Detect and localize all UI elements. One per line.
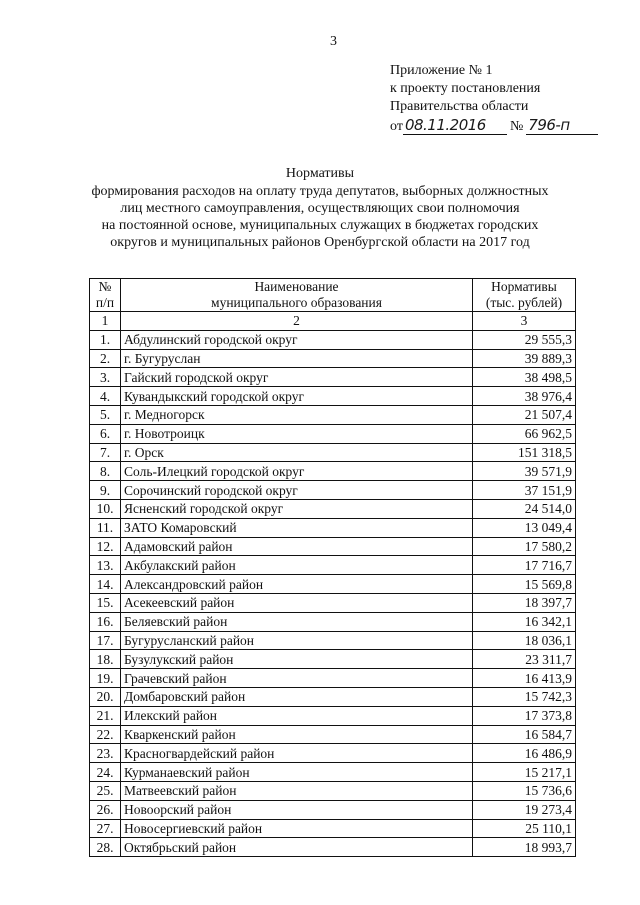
header-name [121,279,473,312]
municipality-name: Соль-Илецкий городской округ [121,462,473,481]
municipality-name: Новосергиевский район [121,819,473,838]
norm-value: 16 413,9 [473,669,576,688]
norm-value: 39 889,3 [473,349,576,368]
header-name-line-2: муниципального образования [211,295,382,310]
header-value-line-2: (тыс. рублей) [485,295,563,310]
norm-value: 24 514,0 [473,499,576,518]
municipality-name: Александровский район [121,575,473,594]
index-cell-1: 1 [90,312,121,331]
norm-value: 16 584,7 [473,725,576,744]
municipality-name: Новоорский район [121,800,473,819]
row-number: 24. [90,763,121,782]
municipality-name: г. Медногорск [121,405,473,424]
municipality-name: Асекеевский район [121,593,473,612]
row-number: 7. [90,443,121,462]
table-row [90,330,576,349]
municipality-name: г. Орск [121,443,473,462]
table-row [90,537,576,556]
table-row [90,405,576,424]
header-num-line-2: п/п [95,295,115,310]
municipality-name: Курманаевский район [121,763,473,782]
table-row [90,781,576,800]
norm-value: 17 716,7 [473,556,576,575]
table-body [90,330,576,856]
norm-value: 19 273,4 [473,800,576,819]
table-row [90,593,576,612]
title-line-1: формирования расходов на оплату труда депутатов, выборных должностных [91,184,549,199]
row-number: 23. [90,744,121,763]
appendix-header [390,62,598,136]
index-cell-2: 2 [121,312,473,331]
number-label: № [509,119,524,134]
norm-value: 39 571,9 [473,462,576,481]
appendix-line-3: Правительства области [390,99,529,114]
table-row [90,462,576,481]
row-number: 5. [90,405,121,424]
row-number: 15. [90,593,121,612]
row-number: 18. [90,650,121,669]
municipality-name: ЗАТО Комаровский [121,518,473,537]
row-number: 4. [90,387,121,406]
norm-value: 38 976,4 [473,387,576,406]
document-title [0,165,640,251]
page-number: 3 [330,34,337,49]
norm-value: 15 217,1 [473,763,576,782]
table-row [90,556,576,575]
row-number: 25. [90,781,121,800]
municipality-name: Ясненский городской округ [121,499,473,518]
header-value-line-1: Нормативы [491,279,557,294]
row-number: 13. [90,556,121,575]
table-row [90,349,576,368]
table-row [90,443,576,462]
norm-value: 15 569,8 [473,575,576,594]
row-number: 16. [90,612,121,631]
table-row [90,499,576,518]
municipality-name: Бугурусланский район [121,631,473,650]
table-row [90,575,576,594]
table-row [90,368,576,387]
appendix-line-1: Приложение № 1 [390,63,493,78]
table-row [90,650,576,669]
appendix-date-number-line [390,116,598,136]
header-value [473,279,576,312]
header-num [90,279,121,312]
header-name-line-1: Наименование [254,279,339,294]
title-line-4: округов и муниципальных районов Оренбургской области на 2017 год [110,235,530,250]
norm-value: 25 110,1 [473,819,576,838]
title-line-2: лиц местного самоуправления, осуществляющих свои полномочия [120,201,520,216]
norm-value: 13 049,4 [473,518,576,537]
table-row [90,631,576,650]
row-number: 2. [90,349,121,368]
norm-value: 18 993,7 [473,838,576,857]
municipality-name: Матвеевский район [121,781,473,800]
table-row [90,518,576,537]
norm-value: 37 151,9 [473,481,576,500]
municipality-name: Илекский район [121,706,473,725]
table-row [90,725,576,744]
municipality-name: Абдулинский городской округ [121,330,473,349]
table-row [90,387,576,406]
norm-value: 21 507,4 [473,405,576,424]
municipality-name: г. Новотроицк [121,424,473,443]
municipality-name: Беляевский район [121,612,473,631]
table-index-row [90,312,576,331]
norm-value: 15 742,3 [473,687,576,706]
row-number: 8. [90,462,121,481]
table-row [90,838,576,857]
row-number: 3. [90,368,121,387]
municipality-name: Кувандыкский городской округ [121,387,473,406]
index-cell-3: 3 [473,312,576,331]
municipality-name: Адамовский район [121,537,473,556]
title-line-3: на постоянной основе, муниципальных служащих в бюджетах городских [101,218,539,233]
norm-value: 18 397,7 [473,593,576,612]
municipality-name: Кваркенский район [121,725,473,744]
table-row [90,744,576,763]
norm-value: 38 498,5 [473,368,576,387]
norm-value: 15 736,6 [473,781,576,800]
municipality-name: Бузулукский район [121,650,473,669]
row-number: 14. [90,575,121,594]
row-number: 10. [90,499,121,518]
row-number: 1. [90,330,121,349]
from-label: от [390,119,403,134]
table-row [90,481,576,500]
municipality-name: Сорочинский городской округ [121,481,473,500]
table-row [90,819,576,838]
row-number: 21. [90,706,121,725]
row-number: 12. [90,537,121,556]
row-number: 11. [90,518,121,537]
handwritten-date: 08.11.2016 [403,116,507,135]
municipality-name: Грачевский район [121,669,473,688]
row-number: 17. [90,631,121,650]
norm-value: 18 036,1 [473,631,576,650]
table-row [90,706,576,725]
table-row [90,763,576,782]
municipality-name: Гайский городской округ [121,368,473,387]
row-number: 9. [90,481,121,500]
municipality-name: Октябрьский район [121,838,473,857]
appendix-line-2: к проекту постановления [390,81,541,96]
municipality-name: Красногвардейский район [121,744,473,763]
table-row [90,424,576,443]
norm-value: 66 962,5 [473,424,576,443]
table-header-row [90,279,576,312]
norm-value: 17 373,8 [473,706,576,725]
row-number: 6. [90,424,121,443]
row-number: 27. [90,819,121,838]
norm-value: 16 342,1 [473,612,576,631]
municipality-name: Домбаровский район [121,687,473,706]
row-number: 20. [90,687,121,706]
table-row [90,669,576,688]
row-number: 28. [90,838,121,857]
table-row [90,800,576,819]
municipality-name: Акбулакский район [121,556,473,575]
table-row [90,612,576,631]
norms-table [89,278,576,857]
municipality-name: г. Бугуруслан [121,349,473,368]
title-heading: Нормативы [285,166,355,181]
row-number: 22. [90,725,121,744]
norm-value: 23 311,7 [473,650,576,669]
header-num-line-1: № [98,279,112,294]
norm-value: 151 318,5 [473,443,576,462]
norm-value: 16 486,9 [473,744,576,763]
norm-value: 17 580,2 [473,537,576,556]
norm-value: 29 555,3 [473,330,576,349]
handwritten-number: 796-п [526,116,598,135]
row-number: 19. [90,669,121,688]
table-row [90,687,576,706]
row-number: 26. [90,800,121,819]
